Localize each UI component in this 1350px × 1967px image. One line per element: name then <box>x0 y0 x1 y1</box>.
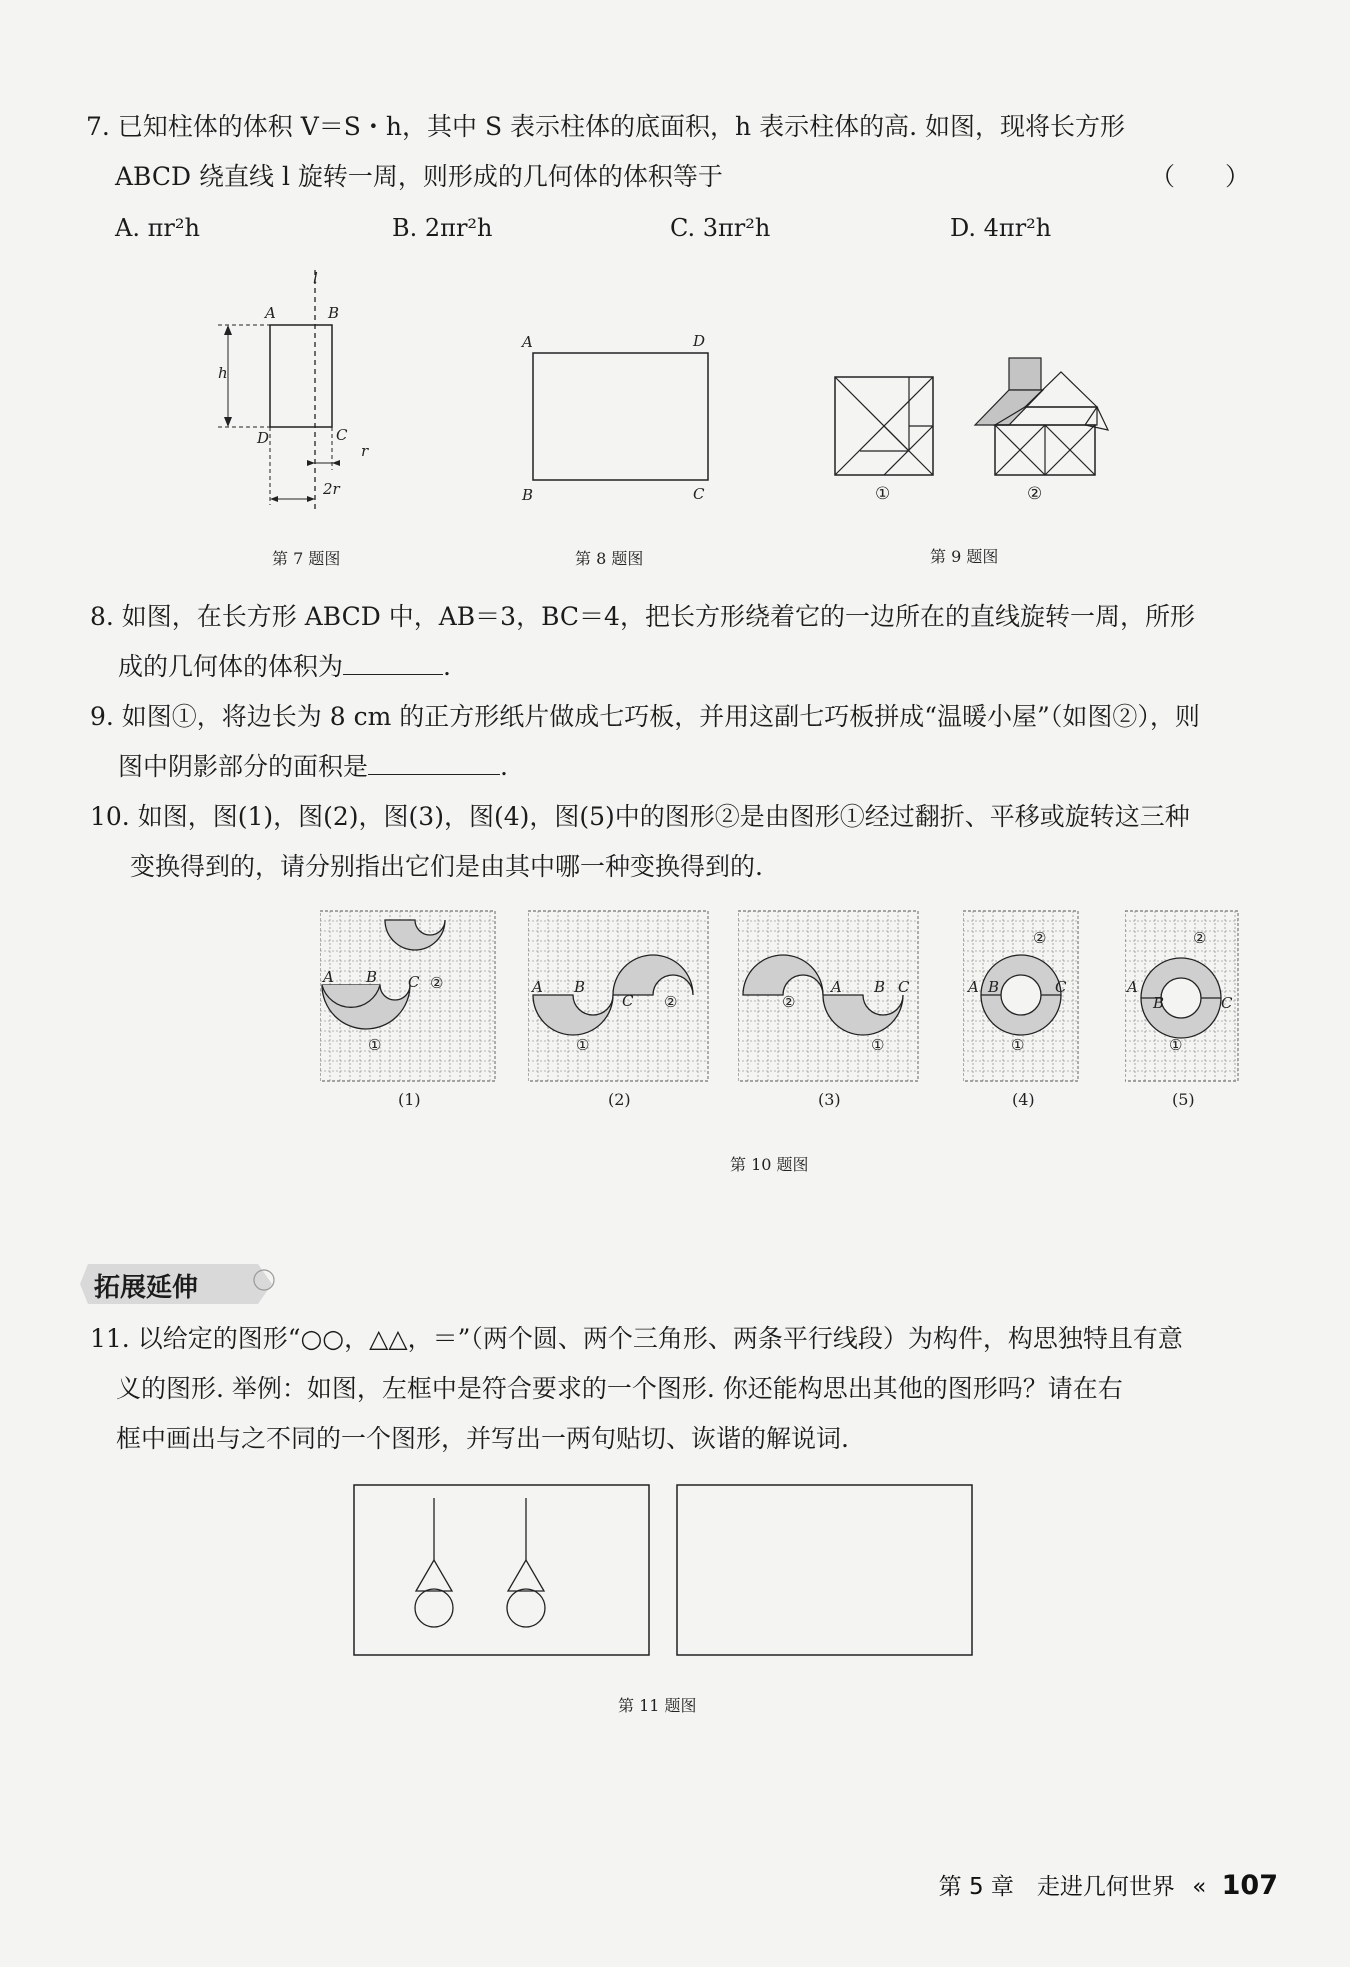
figure-10-panel-3 <box>738 905 923 1085</box>
figure-11 <box>352 1483 974 1658</box>
label-circled-2: ② <box>664 993 678 1011</box>
figure-10-panel-4 <box>963 905 1083 1085</box>
label-circled-1: ① <box>576 1036 590 1054</box>
q10-line2: 变换得到的，请分别指出它们是由其中哪一种变换得到的. <box>130 852 763 881</box>
chimney-shaded <box>1009 358 1041 390</box>
figure-8 <box>510 325 730 510</box>
option-c: C. 3πr²h <box>670 214 771 242</box>
label-b: B <box>522 486 534 504</box>
label-circled-2: ② <box>1193 929 1207 947</box>
figure-7 <box>200 265 420 515</box>
label-c: C <box>1221 994 1233 1012</box>
caption-fig11: 第 11 题图 <box>618 1696 697 1715</box>
label-a: A <box>522 333 533 351</box>
q10-line1: 10. 如图，图(1)，图(2)，图(3)，图(4)，图(5)中的图形②是由图形①经过翻折、平移或旋转这三种 <box>90 802 1190 831</box>
q11-line1: 11. 以给定的图形“○○，△△，＝”（两个圆、两个三角形、两条平行线段）为构件，构思独特且有意 <box>90 1324 1183 1353</box>
label-b: B <box>328 304 340 322</box>
label-d: D <box>257 429 270 447</box>
figure-10-panel-1 <box>320 905 500 1085</box>
label-c: C <box>622 992 634 1010</box>
double-chevron-icon: « <box>1192 1874 1207 1900</box>
drawing-frame <box>677 1485 972 1655</box>
label-a: A <box>968 978 979 996</box>
rectangle-abcd <box>533 353 708 480</box>
panel-label-5: (5) <box>1172 1090 1195 1109</box>
q9-line1: 9. 如图①，将边长为 8 cm 的正方形纸片做成七巧板，并用这副七巧板拼成“温暖小屋”（如图②），则 <box>90 702 1200 731</box>
label-b: B <box>1153 994 1165 1012</box>
q9-line2: 图中阴影部分的面积是 . <box>118 752 508 781</box>
figure-9-tangram <box>825 350 935 510</box>
label-l: l <box>313 269 318 287</box>
label-circled-2: ② <box>782 993 796 1011</box>
label-a: A <box>831 978 842 996</box>
label-r: r <box>361 442 369 460</box>
q8-line1: 8. 如图，在长方形 ABCD 中，AB＝3，BC＝4，把长方形绕着它的一边所在的直线旋转一周，所形 <box>90 602 1195 631</box>
chapter-title: 第 5 章 走进几何世界 <box>938 1874 1175 1900</box>
label-a: A <box>265 304 276 322</box>
label-c: C <box>898 978 910 996</box>
label-b: B <box>366 968 378 986</box>
label-circled-1: ① <box>871 1036 885 1054</box>
answer-paren: （ ） <box>1150 162 1251 191</box>
page-number: 107 <box>1221 1870 1278 1901</box>
caption-fig10: 第 10 题图 <box>730 1155 809 1174</box>
q11-line3: 框中画出与之不同的一个图形，并写出一两句贴切、诙谐的解说词. <box>116 1424 849 1453</box>
option-d: D. 4πr²h <box>950 214 1052 242</box>
caption-fig8: 第 8 题图 <box>575 549 644 568</box>
label-circled-1: ① <box>1011 1036 1025 1054</box>
label-circled-1: ① <box>368 1036 382 1054</box>
label-h: h <box>218 364 228 382</box>
label-c: C <box>1055 978 1067 996</box>
label-circled-2: ② <box>1033 929 1047 947</box>
q11-line2: 义的图形. 举例：如图，左框中是符合要求的一个图形. 你还能构思出其他的图形吗？请在右 <box>116 1374 1123 1403</box>
label-circled-2: ② <box>1027 484 1043 504</box>
page-footer <box>939 1868 1278 1901</box>
label-b: B <box>574 978 586 996</box>
answer-blank-8[interactable] <box>343 652 443 675</box>
label-c: C <box>336 426 348 444</box>
q8-line2: 成的几何体的体积为 . <box>118 652 451 681</box>
label-circled-2: ② <box>430 974 444 992</box>
option-a: A. πr²h <box>115 214 200 242</box>
label-b: B <box>874 978 886 996</box>
panel-label-3: (3) <box>818 1090 841 1109</box>
label-d: D <box>693 332 706 350</box>
label-circled-1: ① <box>1169 1036 1183 1054</box>
label-a: A <box>532 978 543 996</box>
label-c: C <box>408 973 420 991</box>
q7-line1: 7. 已知柱体的体积 V＝S・h，其中 S 表示柱体的底面积，h 表示柱体的高. 如图，现将长方形 <box>86 112 1125 141</box>
section-title: 拓展延伸 <box>94 1273 199 1303</box>
label-b: B <box>988 978 1000 996</box>
caption-fig9: 第 9 题图 <box>930 547 999 566</box>
panel-label-1: (1) <box>398 1090 421 1109</box>
q7-line2: ABCD 绕直线 l 旋转一周，则形成的几何体的体积等于 <box>115 162 723 191</box>
label-a: A <box>323 968 334 986</box>
option-b: B. 2πr²h <box>392 214 493 242</box>
answer-blank-9[interactable] <box>368 752 500 775</box>
label-a: A <box>1127 978 1138 996</box>
panel-label-4: (4) <box>1012 1090 1035 1109</box>
rectangle-abcd <box>270 325 332 427</box>
label-circled-1: ① <box>875 484 891 504</box>
label-c: C <box>693 485 705 503</box>
figure-10-panel-5 <box>1125 905 1245 1085</box>
figure-10-panel-2 <box>528 905 713 1085</box>
panel-label-2: (2) <box>608 1090 631 1109</box>
example-frame <box>354 1485 649 1655</box>
figure-9-house <box>965 350 1115 510</box>
caption-fig7: 第 7 题图 <box>272 549 341 568</box>
label-2r: 2r <box>323 480 340 498</box>
section-header <box>80 1258 280 1310</box>
